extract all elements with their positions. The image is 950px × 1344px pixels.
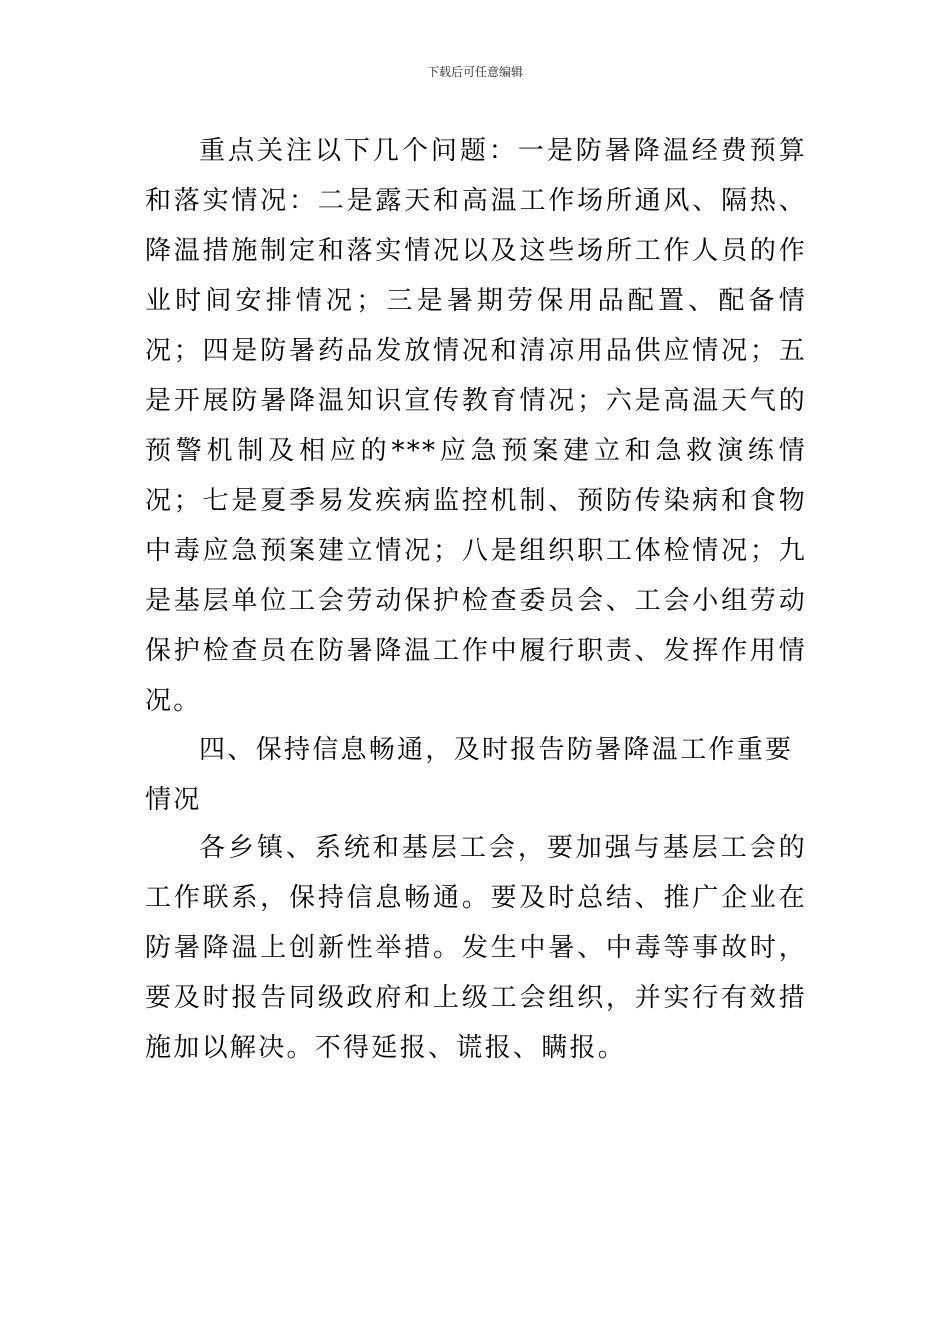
- section-heading: 四、保持信息畅通，及时报告防暑降温工作重要情况: [145, 735, 794, 815]
- body-paragraph-2: 各乡镇、系统和基层工会，要加强与基层工会的工作联系，保持信息畅通。要及时总结、推广企业在防暑降温上创新性举措。发生中暑、中毒等事故时，要及时报告同级政府和上级工会组织，并实行有效措施加以解决。不得延报、谎报、瞒报。: [145, 833, 807, 1063]
- header-note: 下载后可任意编辑: [426, 65, 523, 79]
- body-paragraph-1: 重点关注以下几个问题：一是防暑降温经费预算和落实情况：二是露天和高温工作场所通风、隔热、降温措施制定和落实情况以及这些场所工作人员的作业时间安排情况；三是暑期劳保用品配置、配备情况；四是防暑药品发放情况和清凉用品供应情况；五是开展防暑降温知识宣传教育情况；六是高温天气的预警机制及相应的***应急预案建立和急救演练情况；七是夏季易发疾病监控机制、预防传染病和食物中毒应急预案建立情况；八是组织职工体检情况；九是基层单位工会劳动保护检查委员会、工会小组劳动保护检查员在防暑降温工作中履行职责、发挥作用情况。: [145, 136, 807, 716]
